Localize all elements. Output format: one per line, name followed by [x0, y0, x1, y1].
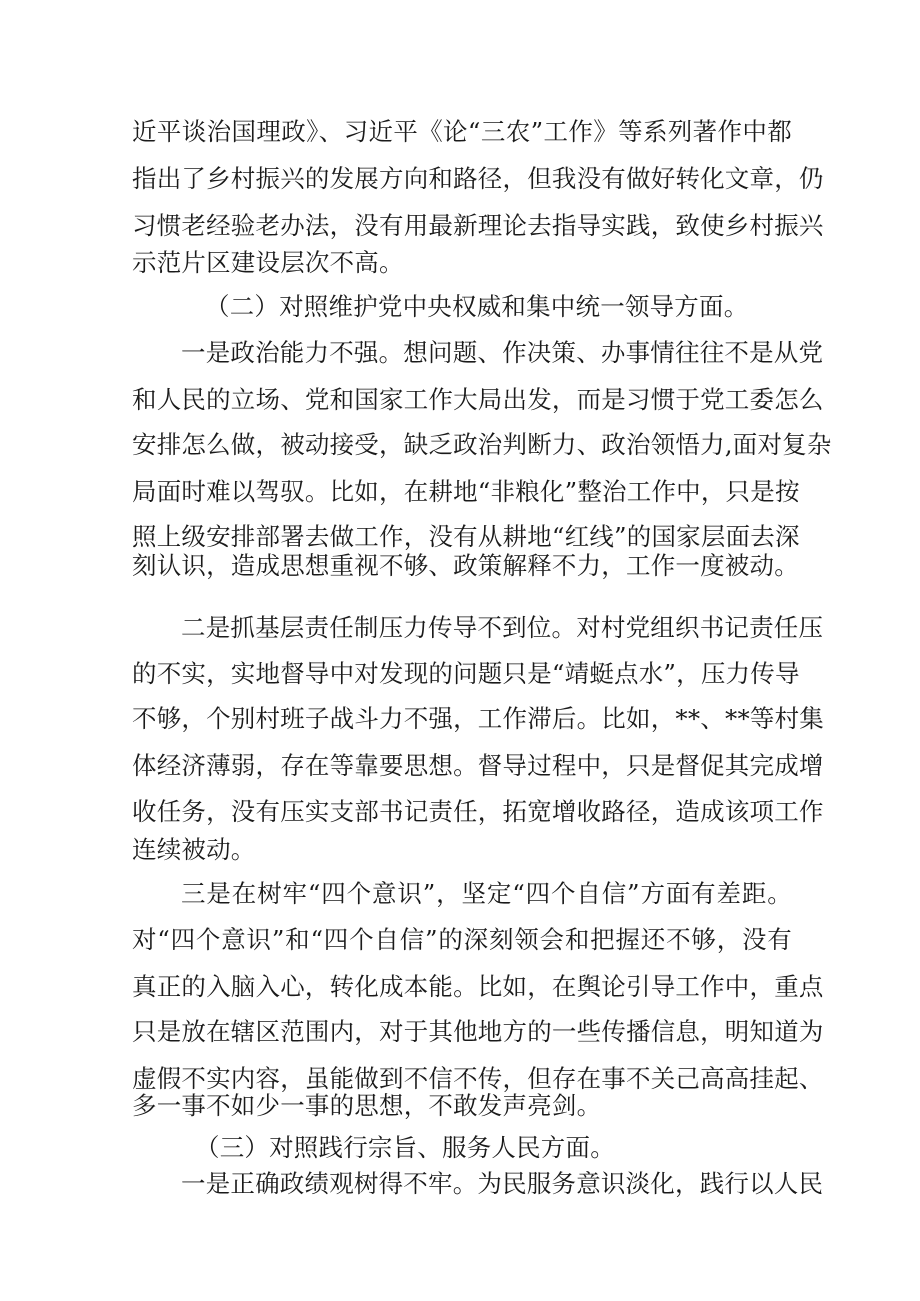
paragraph-line: 示范片区建设层次不高。	[132, 248, 404, 277]
section-heading: （三）对照践行宗旨、服务人民方面。	[195, 1133, 615, 1162]
paragraph-line: 照上级安排部署去做工作，没有从耕地“红线”的国家层面去深	[132, 522, 800, 551]
paragraph-line: 局面时难以驾驭。比如，在耕地“非粮化”整治工作中，只是按	[132, 477, 800, 506]
paragraph-line: 和人民的立场、党和国家工作大局出发，而是习惯于党工委怎么	[132, 385, 824, 414]
paragraph-line: 刻认识，造成思想重视不够、政策解释不力，工作一度被动。	[132, 551, 799, 580]
paragraph-line: 的不实，实地督导中对发现的问题只是“靖蜓点水”，压力传导	[132, 659, 800, 688]
paragraph-line: 二是抓基层责任制压力传导不到位。对村党组织书记责任压	[181, 613, 824, 642]
paragraph-line: 收任务，没有压实支部书记责任，拓宽增收路径，造成该项工作	[132, 797, 824, 826]
paragraph-line: 近平谈治国理政》、习近平《论“三农”工作》等系列著作中都	[132, 117, 792, 146]
paragraph-line: 体经济薄弱，存在等靠要思想。督导过程中，只是督促其完成增	[132, 751, 824, 780]
paragraph-line: 真正的入脑入心，转化成本能。比如，在舆论引导工作中，重点	[132, 972, 824, 1001]
paragraph-line: 对“四个意识”和“四个自信”的深刻领会和把握还不够，没有	[132, 925, 792, 954]
paragraph-line: 习惯老经验老办法，没有用最新理论去指导实践，致使乡村振兴	[132, 211, 824, 240]
paragraph-line: 一是正确政绩观树得不牢。为民服务意识淡化，践行以人民	[181, 1169, 824, 1198]
paragraph-line: 虚假不实内容，虽能做到不信不传，但存在事不关己高高挂起、	[132, 1064, 824, 1093]
paragraph-line: 一是政治能力不强。想问题、作决策、办事情往往不是从党	[181, 338, 824, 367]
paragraph-line: 只是放在辖区范围内，对于其他地方的一些传播信息，明知道为	[132, 1017, 824, 1046]
paragraph-line: 三是在树牢“四个意识”，坚定“四个自信”方面有差距。	[181, 879, 792, 908]
paragraph-line: 安排怎么做，被动接受，缺乏政治判断力、政治领悟力,面对复杂	[132, 430, 832, 459]
paragraph-line: 连续被动。	[132, 835, 256, 864]
section-heading: （二）对照维护党中央权威和集中统一领导方面。	[205, 292, 749, 321]
paragraph-line: 指出了乡村振兴的发展方向和路径，但我没有做好转化文章，仍	[132, 164, 824, 193]
paragraph-line: 多一事不如少一事的思想，不敢发声亮剑。	[132, 1091, 602, 1120]
paragraph-line: 不够，个别村班子战斗力不强，工作滞后。比如，**、**等村集	[132, 704, 824, 733]
